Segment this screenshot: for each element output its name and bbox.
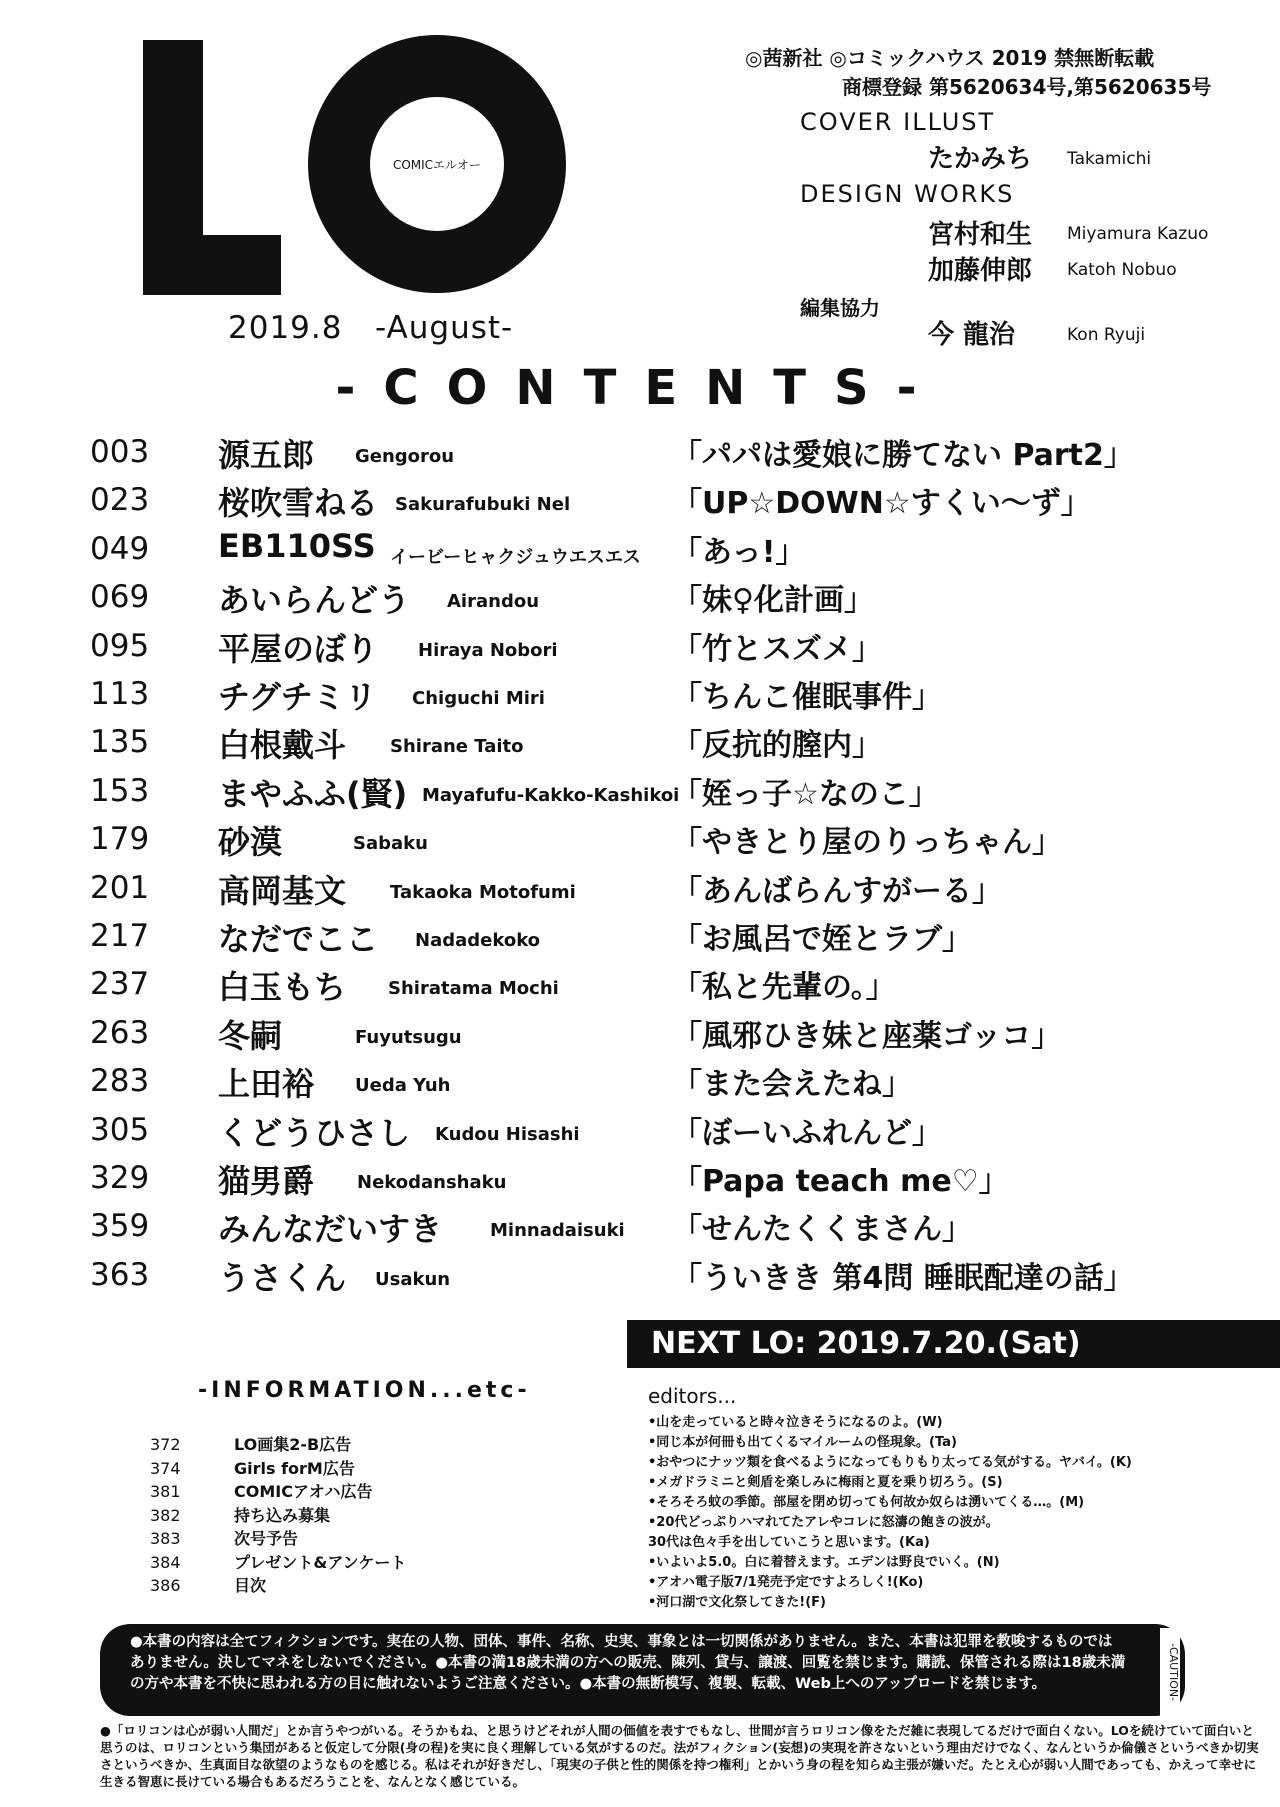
toc-author-rom: Sakurafubuki Nel xyxy=(395,494,571,516)
toc-story-title: 「また会えたね」 xyxy=(672,1067,912,1103)
toc-story-title: 「ういきき 第4問 睡眠配達の話」 xyxy=(672,1260,1134,1296)
toc-author-rom: Shiratama Mochi xyxy=(388,978,559,1000)
toc-page-number: 237 xyxy=(90,966,150,1003)
information-page: 384 xyxy=(150,1552,181,1572)
toc-author-jp: チグチミリ xyxy=(218,678,377,716)
toc-author-rom: Mayafufu-Kakko-Kashikoi xyxy=(422,784,680,806)
toc-author-rom: Minnadaisuki xyxy=(490,1220,625,1242)
toc-story-title: 「風邪ひき妹と座薬ゴッコ」 xyxy=(672,1018,1062,1054)
toc-page-number: 069 xyxy=(90,579,150,616)
copyright-notice: ◎茜新社 ◎コミックハウス 2019 禁無断転載 xyxy=(745,46,1155,70)
toc-author-jp: 上田裕 xyxy=(218,1065,315,1104)
caution-line: の方や本書を不快に思われる方の目に触れないようご注意ください。●本書の無断模写、複製、転載、Web上へのアップロードを禁じます。 xyxy=(130,1676,1047,1692)
logo-l-horizontal xyxy=(143,235,281,295)
toc-page-number: 305 xyxy=(90,1111,150,1148)
toc-row xyxy=(0,1011,1280,1059)
caution-side-label-right: -CAUTION- xyxy=(1160,1628,1180,1716)
toc-story-title: 「ちんこ催眠事件」 xyxy=(672,680,942,715)
toc-row xyxy=(0,1156,1280,1204)
design-works-role: DESIGN WORKS xyxy=(800,180,1015,208)
information-page: 383 xyxy=(150,1529,181,1548)
footer-note-line: さというべきか、生真面目な欲望のようなものを感じる。私はそれが好きだし、「現実の子供と性的関係を持つ権利」とかいう身の程を知らぬ主張が嫌いだ。たとえ心が弱い人間であっても、かえって幸せに xyxy=(100,1757,1257,1772)
editors-heading: editors... xyxy=(648,1384,737,1408)
information-label: 次号予告 xyxy=(234,1529,299,1548)
caution-line: ●本書の内容は全てフィクションです。実在の人物、団体、事件、名称、史実、事象とは一切関係がありません。また、本書は犯罪を教唆するものでは xyxy=(130,1634,1113,1650)
information-page: 381 xyxy=(150,1482,181,1501)
toc-story-title: 「お風呂で姪とラブ」 xyxy=(672,922,972,957)
toc-author-jp: なだでここ xyxy=(218,920,379,958)
footer-note-line: ●「ロリコンは心が弱い人間だ」とか言うやつがいる。そうかもね、と思うけどそれが人間の価値を表すでもなし、世間が言うロリコン像をただ雑に表現してるだけで面白くない。LOを続けていて面白いと xyxy=(100,1723,1254,1738)
editor-comment: •河口湖で文化祭してきた!(F) xyxy=(648,1595,827,1610)
toc-author-rom: Airandou xyxy=(447,591,540,613)
toc-page-number: 023 xyxy=(90,482,150,519)
cover-illust-name-jp: たかみち xyxy=(928,144,1033,174)
information-item xyxy=(150,1432,351,1455)
toc-author-rom: Nekodanshaku xyxy=(357,1172,507,1193)
toc-story-title: 「姪っ子☆なのこ」 xyxy=(672,776,939,812)
toc-author-jp: 砂漠 xyxy=(218,823,283,862)
toc-story-title: 「妹♀化計画」 xyxy=(672,583,874,619)
toc-row xyxy=(0,624,1280,672)
footer-note-line: 思うのは、ロリコンという集団があると仮定して分限(身の程)を実に良く理解している気がするのだ。法がフィクション(妄想)の実現を許さないという理由だけでなく、なんというか倫儀さというべきか切実 xyxy=(100,1740,1259,1755)
toc-author-jp: 猫男爵 xyxy=(218,1162,315,1200)
toc-story-title: 「あんばらんすがーる」 xyxy=(672,873,1002,909)
toc-author-rom: Chiguchi Miri xyxy=(412,688,545,709)
toc-page-number: 363 xyxy=(90,1256,150,1293)
caution-line: ありません。決してマネをしないでください。●本書の満18歳未満の方への販売、陳列、貸与、譲渡、回覧を禁じます。購読、保管される際は18歳未満 xyxy=(130,1655,1126,1671)
toc-row xyxy=(0,527,1280,575)
toc-row xyxy=(0,914,1280,962)
toc-row xyxy=(0,478,1280,526)
toc-page-number: 153 xyxy=(90,772,150,809)
information-page: 372 xyxy=(150,1435,181,1454)
information-label: COMICアオハ広告 xyxy=(234,1482,373,1501)
toc-page-number: 283 xyxy=(90,1063,150,1100)
toc-page-number: 217 xyxy=(90,918,150,954)
toc-page-number: 201 xyxy=(90,869,150,906)
toc-row xyxy=(0,1108,1280,1156)
design-name-2-jp: 加藤伸郎 xyxy=(928,256,1033,286)
next-issue-banner: NEXT LO: 2019.7.20.(Sat) xyxy=(627,1320,1280,1368)
toc-page-number: 113 xyxy=(90,676,150,712)
toc-author-rom: Sabaku xyxy=(353,833,428,855)
toc-author-jp: みんなだいすき xyxy=(218,1210,443,1249)
contents-heading: -CONTENTS- xyxy=(335,360,945,416)
toc-row xyxy=(0,720,1280,768)
toc-author-rom: Hiraya Nobori xyxy=(418,639,558,661)
toc-author-rom: イービーヒャクジュウエスエス xyxy=(390,546,641,568)
toc-author-jp: うさくん xyxy=(218,1258,347,1297)
editor-comment: •そろそろ蚊の季節。部屋を閉め切っても何故か奴らは湧いてくる…。(M) xyxy=(648,1495,1085,1510)
toc-author-jp: 白根戴斗 xyxy=(218,726,347,765)
information-item xyxy=(150,1503,330,1526)
toc-row xyxy=(0,817,1280,865)
cover-illust-role: COVER ILLUST xyxy=(800,108,996,136)
toc-row xyxy=(0,430,1280,478)
editorial-name-jp: 今 龍治 xyxy=(928,320,1016,350)
cover-illust-name-rom: Takamichi xyxy=(1067,149,1152,169)
toc-author-jp: 高岡基文 xyxy=(218,871,347,910)
information-label: Girls forM広告 xyxy=(234,1458,355,1478)
toc-story-title: 「竹とスズメ」 xyxy=(672,631,882,667)
information-label: 目次 xyxy=(234,1576,267,1595)
toc-page-number: 049 xyxy=(90,530,150,567)
toc-story-title: 「せんたくくまさん」 xyxy=(672,1212,972,1248)
information-item xyxy=(150,1550,406,1573)
toc-story-title: 「UP☆DOWN☆すくい〜ず」 xyxy=(672,486,1091,522)
toc-author-jp: まやふふ(賢) xyxy=(218,774,408,813)
toc-author-jp: 白玉もち xyxy=(218,968,347,1007)
toc-author-jp: 平屋のぼり xyxy=(218,629,379,668)
information-item xyxy=(150,1526,298,1549)
editor-comment: •アオハ電子版7/1発売予定ですよろしく!(Ko) xyxy=(648,1575,924,1590)
toc-author-jp: くどうひさし xyxy=(218,1113,411,1152)
toc-story-title: 「私と先輩の。」 xyxy=(672,970,896,1006)
information-label: プレゼント&アンケート xyxy=(234,1552,407,1572)
toc-author-rom: Nadadekoko xyxy=(415,930,541,951)
editorial-name-rom: Kon Ryuji xyxy=(1067,325,1146,345)
editor-comment: •いよいよ5.0。白に着替えます。エデンは野良でいく。(N) xyxy=(648,1555,1000,1570)
toc-page-number: 135 xyxy=(90,724,150,761)
toc-row xyxy=(0,769,1280,817)
trademark-notice: 商標登録 第5620634号,第5620635号 xyxy=(842,75,1212,99)
toc-author-rom: Gengorou xyxy=(355,446,455,467)
toc-author-rom: Shirane Taito xyxy=(390,736,524,758)
toc-row xyxy=(0,575,1280,623)
design-name-1-rom: Miyamura Kazuo xyxy=(1067,224,1209,244)
editor-comment: 30代は色々手を出していこうと思います。(Ka) xyxy=(648,1535,930,1550)
logo-o-ring xyxy=(308,35,566,293)
information-page: 374 xyxy=(150,1458,181,1478)
issue-date: 2019.8 -August- xyxy=(228,310,514,346)
toc-page-number: 179 xyxy=(90,821,150,858)
editor-comment: •山を走っていると時々泣きそうになるのよ。(W) xyxy=(648,1415,943,1430)
toc-author-rom: Kudou Hisashi xyxy=(435,1123,580,1145)
toc-page-number: 003 xyxy=(90,434,150,470)
toc-author-rom: Usakun xyxy=(375,1268,451,1290)
toc-story-title: 「やきとり屋のりっちゃん」 xyxy=(672,825,1062,861)
information-heading: -INFORMATION...etc- xyxy=(198,1378,531,1403)
toc-row xyxy=(0,962,1280,1010)
toc-page-number: 329 xyxy=(90,1160,150,1196)
toc-story-title: 「Papa teach me♡」 xyxy=(672,1164,1009,1199)
toc-row xyxy=(0,1253,1280,1301)
information-page: 386 xyxy=(150,1576,181,1595)
toc-page-number: 359 xyxy=(90,1208,150,1245)
toc-author-jp: あいらんどう xyxy=(218,581,411,620)
toc-author-rom: Takaoka Motofumi xyxy=(390,881,576,903)
toc-author-rom: Ueda Yuh xyxy=(355,1075,451,1097)
toc-row xyxy=(0,1059,1280,1107)
toc-story-title: 「パパは愛娘に勝てない Part2」 xyxy=(672,438,1134,473)
information-item xyxy=(150,1573,266,1596)
editorial-role: 編集協力 xyxy=(800,296,880,320)
editor-comment: •おやつにナッツ類を食べるようになってもりもり太ってる気がする。ヤバイ。(K) xyxy=(648,1455,1132,1470)
toc-page-number: 263 xyxy=(90,1014,150,1051)
toc-story-title: 「反抗的膣内」 xyxy=(672,728,882,764)
logo-inner-text: COMICエルオー xyxy=(392,157,482,172)
toc-author-jp: 冬嗣 xyxy=(218,1016,283,1055)
editor-comment: •同じ本が何冊も出てくるマイルームの怪現象。(Ta) xyxy=(648,1435,957,1450)
toc-story-title: 「あっ!」 xyxy=(672,534,806,570)
toc-row xyxy=(0,1204,1280,1252)
information-page: 382 xyxy=(150,1505,181,1525)
editorial-footer-note xyxy=(100,1722,1259,1790)
editor-comment: •メガドラミニと剣盾を楽しみに梅雨と夏を乗り切ろう。(S) xyxy=(648,1475,1003,1490)
toc-story-title: 「ぼーいふれんど」 xyxy=(672,1115,942,1151)
footer-note-line: 生きる智恵に長けている場合もあるだろうことを、なんとなく感じている。 xyxy=(100,1774,526,1789)
design-name-1-jp: 宮村和生 xyxy=(928,220,1033,250)
toc-author-jp: 源五郎 xyxy=(218,436,315,474)
information-label: 持ち込み募集 xyxy=(234,1505,331,1525)
caution-box xyxy=(100,1624,1185,1716)
editor-comment: •20代どっぷりハマれてたアレやコレに怒濤の飽きの波が。 xyxy=(648,1515,999,1530)
toc-author-rom: Fuyutsugu xyxy=(355,1026,462,1048)
toc-author-jp: EB110SS xyxy=(218,526,376,565)
information-label: LO画集2-B広告 xyxy=(234,1435,352,1454)
information-item xyxy=(150,1479,372,1502)
toc-page-number: 095 xyxy=(90,627,150,664)
information-item xyxy=(150,1456,355,1479)
design-name-2-rom: Katoh Nobuo xyxy=(1067,260,1177,280)
toc-row xyxy=(0,672,1280,720)
toc-row xyxy=(0,866,1280,914)
toc-author-jp: 桜吹雪ねる xyxy=(218,484,379,523)
